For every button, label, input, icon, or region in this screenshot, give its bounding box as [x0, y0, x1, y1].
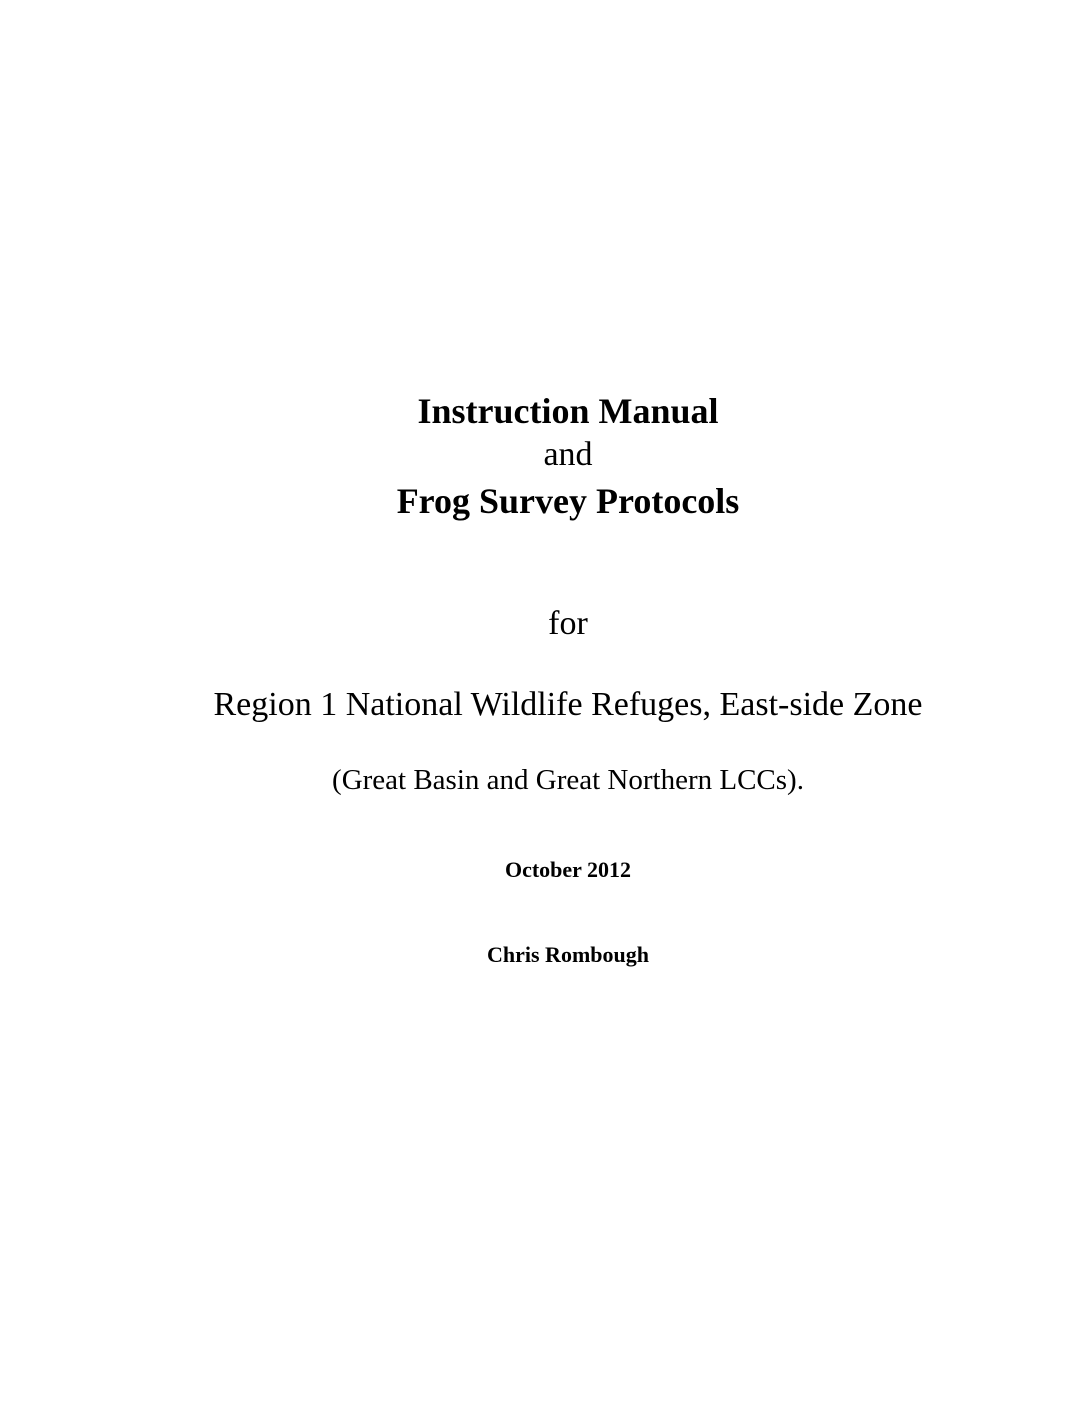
preposition-text: for: [548, 605, 588, 642]
author-name: Chris Rombough: [487, 942, 649, 967]
region-text: Region 1 National Wildlife Refuges, East-side Zone: [213, 686, 923, 723]
document-title: Instruction Manual: [417, 391, 719, 431]
title-conjunction: and: [543, 436, 593, 473]
publication-date: October 2012: [504, 857, 632, 882]
document-subtitle: Frog Survey Protocols: [396, 481, 740, 521]
lcc-text: (Great Basin and Great Northern LCCs).: [332, 764, 804, 796]
